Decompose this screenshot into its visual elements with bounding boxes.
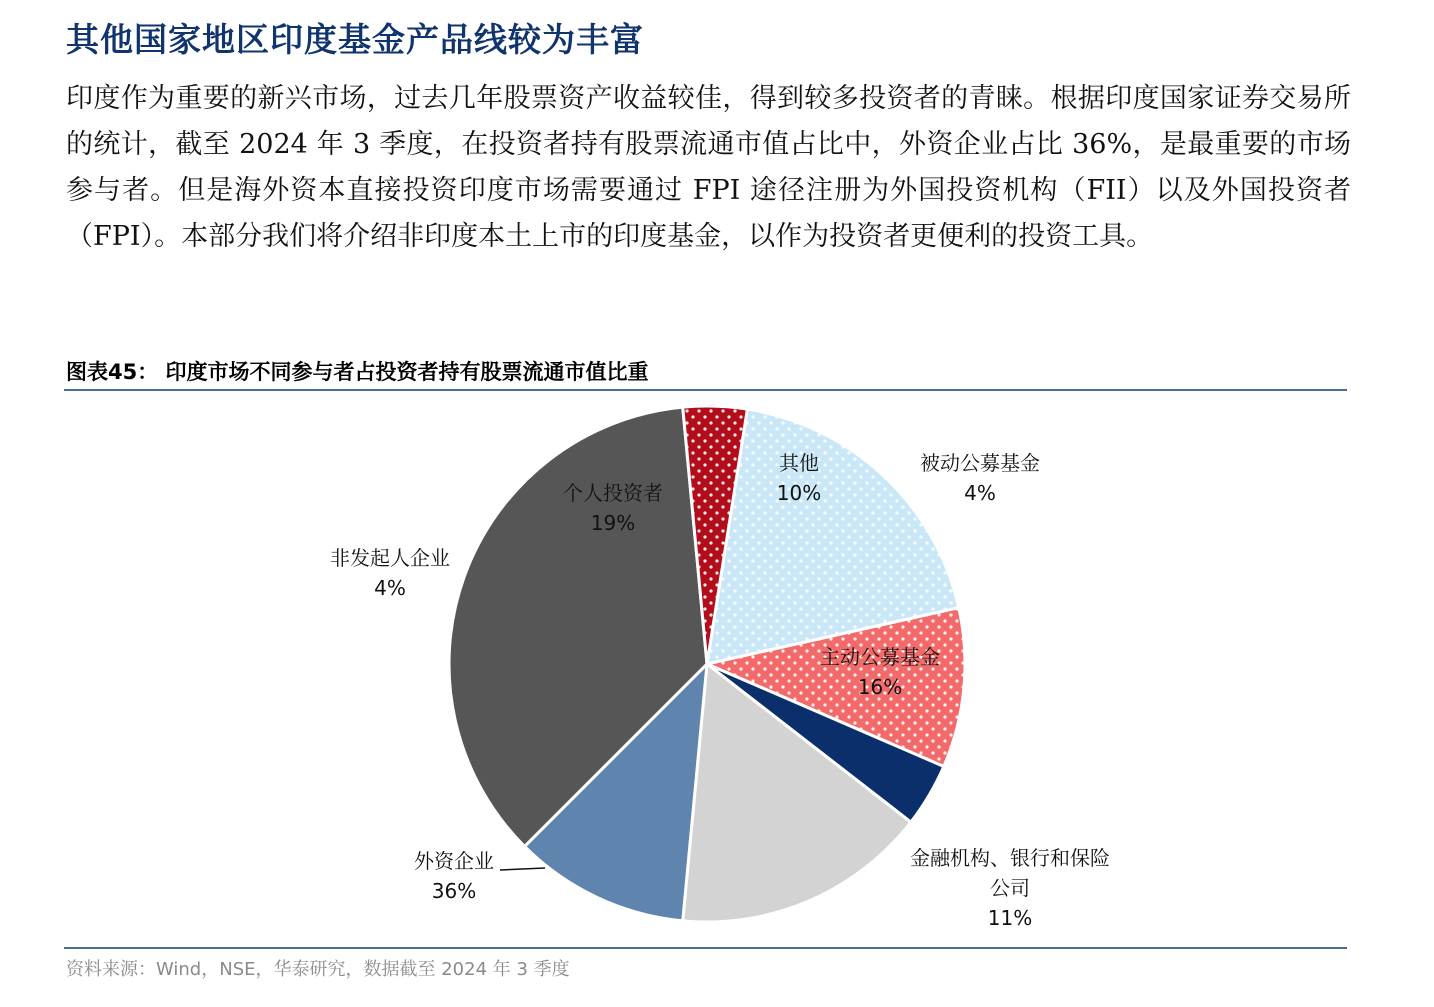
pie-label-name-3: 主动公募基金	[820, 645, 940, 669]
pie-label-name-4: 金融机构、银行和保险	[910, 846, 1110, 870]
pie-label-name-5: 外资企业	[414, 849, 494, 873]
pie-label-name-6: 非发起人企业	[330, 546, 450, 570]
body-paragraph: 印度作为重要的新兴市场，过去几年股票资产收益较佳，得到较多投资者的青睐。根据印度国家证券交易所的统计，截至 2024 年 3 季度，在投资者持有股票流通市值占比中，外资企业占比 36%，是最重要的市场参与者。但是海外资本直接投资印度市场需要通过 FPI 途径注册为外国投资机构（FII）以及外国投资者（FPI）。本部分我们将介绍非印度本土上市的印度基金，以作为投资者更便利的投资工具。	[66, 83, 1351, 252]
pie-leader-line-5	[500, 868, 545, 870]
pie-label-value-1: 10%	[776, 481, 822, 505]
pie-label-name-4-1: 公司	[990, 876, 1030, 900]
pie-label-value-6: 4%	[374, 576, 406, 600]
section-title: 其他国家地区印度基金产品线较为丰富	[66, 20, 644, 59]
pie-label-name-2: 被动公募基金	[920, 451, 1040, 475]
pie-label-value-2: 4%	[964, 481, 996, 505]
pie-label-name-1: 其他	[779, 451, 819, 475]
pie-label-value-0: 19%	[590, 511, 636, 535]
figure-bottom-rule	[64, 947, 1347, 949]
pie-label-value-4: 11%	[987, 906, 1033, 930]
pie-label-value-3: 16%	[857, 675, 903, 699]
source-note: 资料来源：Wind，NSE，华泰研究，数据截至 2024 年 3 季度	[66, 959, 570, 980]
pie-label-name-0: 个人投资者	[563, 481, 663, 505]
pie-label-value-5: 36%	[431, 879, 477, 903]
figure-title: 图表45： 印度市场不同参与者占投资者持有股票流通市值比重	[66, 360, 649, 384]
